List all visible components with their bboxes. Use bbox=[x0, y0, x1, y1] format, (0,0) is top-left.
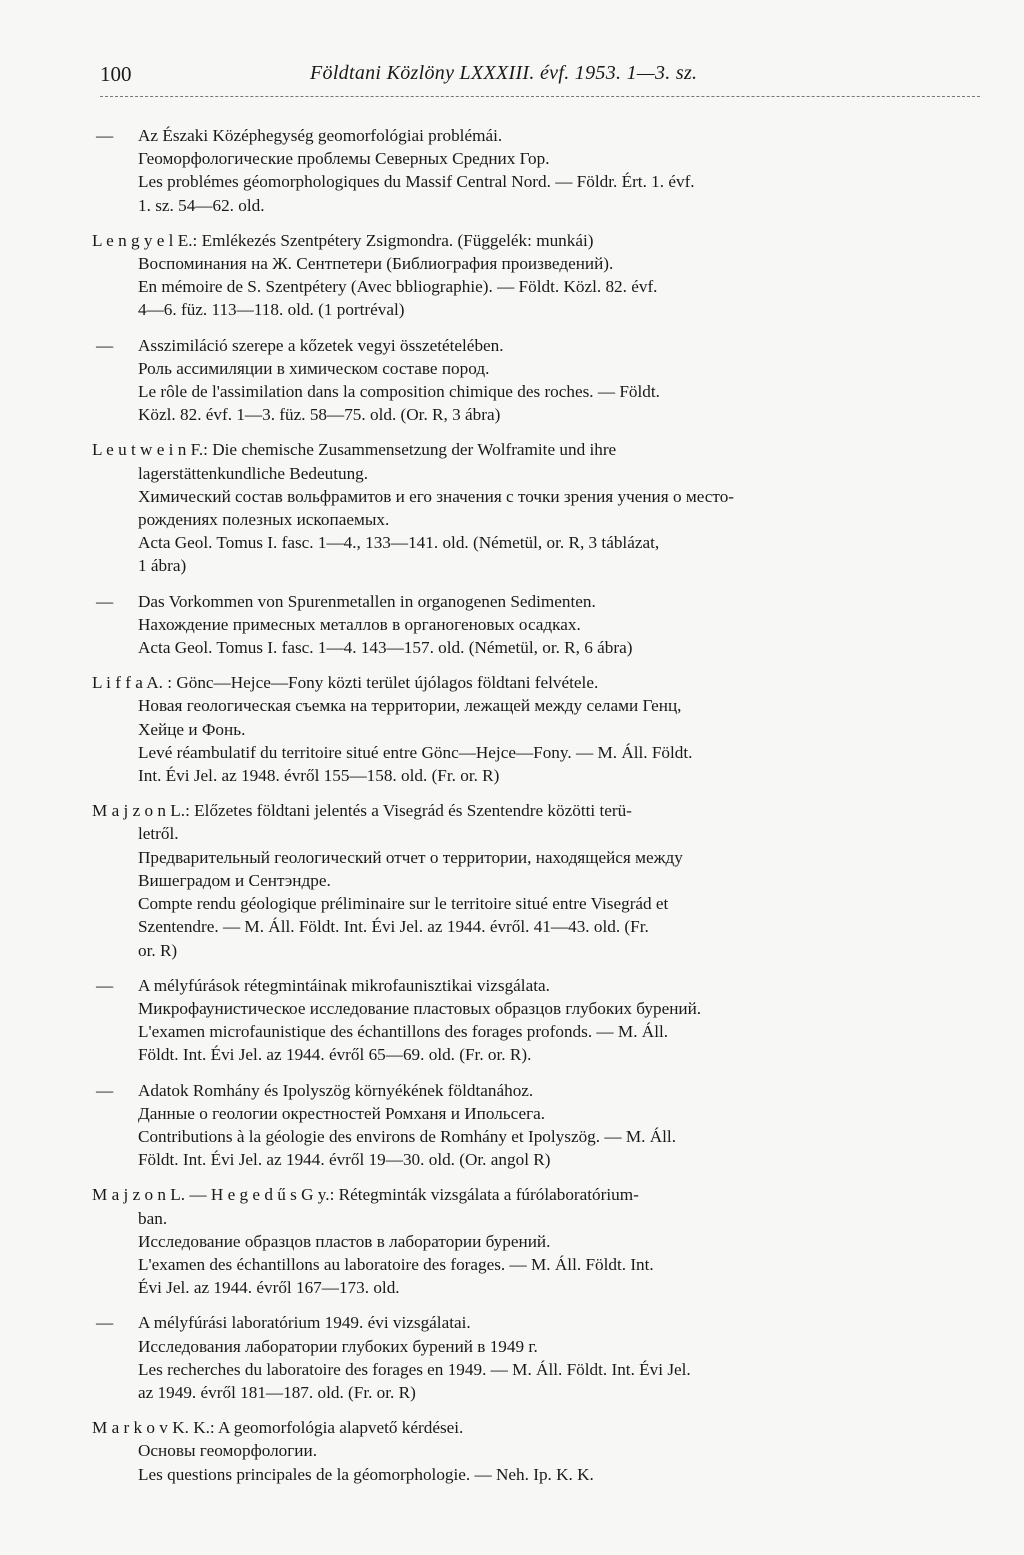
entry-text: Данные о геологии окрестностей Ромханя и Ипольсега. bbox=[138, 1103, 546, 1123]
entry-text: letről. bbox=[138, 824, 179, 844]
entry-text: Compte rendu géologique préliminaire sur le territoire situé entre Visegrád et bbox=[138, 894, 669, 914]
entry-author-line bbox=[92, 799, 980, 822]
entry-line bbox=[92, 636, 980, 659]
ditto-dash: — bbox=[96, 975, 114, 995]
entry-line bbox=[92, 764, 980, 787]
bibliography-entry bbox=[92, 1079, 980, 1172]
entry-text: Asszimiláció szerepe a kőzetek vegyi összetételében. bbox=[138, 335, 504, 355]
entry-text: Szentendre. — M. Áll. Földt. Int. Évi Jel. az 1944. évről. 41—43. old. (Fr. bbox=[138, 917, 649, 937]
entry-text: Les problémes géomorphologiques du Massif Central Nord. — Földr. Ért. 1. évf. bbox=[138, 172, 695, 192]
entry-text: Роль ассимиляции в химическом составе пород. bbox=[138, 358, 490, 378]
entry-author-line bbox=[92, 229, 980, 252]
entry-line bbox=[92, 915, 980, 938]
entry-text: ban. bbox=[138, 1208, 168, 1228]
entry-line bbox=[92, 1439, 980, 1462]
entry-line bbox=[92, 1102, 980, 1125]
entry-line bbox=[92, 1020, 980, 1043]
entry-line bbox=[92, 531, 980, 554]
entry-text: Химический состав вольфрамитов и его значения с точки зрения учения о место- bbox=[138, 486, 735, 506]
entry-line bbox=[92, 892, 980, 915]
entry-line bbox=[92, 194, 980, 217]
page-number: 100 bbox=[100, 62, 132, 86]
entry-text: 4—6. füz. 113—118. old. (1 portréval) bbox=[138, 300, 405, 320]
entry-line bbox=[92, 1276, 980, 1299]
entry-line bbox=[92, 1253, 980, 1276]
bibliography-entry bbox=[92, 671, 980, 787]
entry-line bbox=[92, 1335, 980, 1358]
running-head: Földtani Közlöny LXXXIII. évf. 1953. 1—3. sz. bbox=[310, 62, 698, 84]
entry-text: Воспоминания на Ж. Сентпетери (Библиография произведений). bbox=[138, 254, 614, 274]
entry-text: A mélyfúrási laboratórium 1949. évi vizsgálatai. bbox=[138, 1313, 471, 1333]
entry-author-line bbox=[92, 671, 980, 694]
entry-line bbox=[92, 1043, 980, 1066]
entry-text: Acta Geol. Tomus I. fasc. 1—4., 133—141. old. (Németül, or. R, 3 táblázat, bbox=[138, 533, 660, 553]
entry-text: Le rôle de l'assimilation dans la composition chimique des roches. — Földt. bbox=[138, 382, 660, 402]
entry-text: Adatok Romhány és Ipolyszög környékének földtanához. bbox=[138, 1080, 534, 1100]
entry-line bbox=[92, 275, 980, 298]
entry-line bbox=[92, 741, 980, 764]
entry-line bbox=[92, 298, 980, 321]
ditto-dash: — bbox=[96, 335, 114, 355]
entry-text: Вишеградом и Сентэндре. bbox=[138, 870, 331, 890]
entry-text: Основы геоморфологии. bbox=[138, 1441, 317, 1461]
entry-line bbox=[92, 1079, 980, 1102]
entry-title: F.: Die chemische Zusammensetzung der Wolframite und ihre bbox=[186, 440, 617, 460]
entry-text: Int. Évi Jel. az 1948. évről 155—158. old. (Fr. or. R) bbox=[138, 766, 500, 786]
entry-text: Földt. Int. Évi Jel. az 1944. évről 19—30. old. (Or. angol R) bbox=[138, 1150, 551, 1170]
entry-author-line bbox=[92, 1416, 980, 1439]
entry-line bbox=[92, 252, 980, 275]
entry-line bbox=[92, 554, 980, 577]
entry-text: Геоморфологические проблемы Северных Средних Гор. bbox=[138, 149, 550, 169]
bibliography-entry bbox=[92, 124, 980, 217]
entry-line bbox=[92, 1148, 980, 1171]
entry-text: En mémoire de S. Szentpétery (Avec bbliographie). — Földt. Közl. 82. évf. bbox=[138, 277, 658, 297]
entry-line bbox=[92, 1230, 980, 1253]
entry-line bbox=[92, 694, 980, 717]
bibliography-entry bbox=[92, 590, 980, 660]
entry-text: Évi Jel. az 1944. évről 167—173. old. bbox=[138, 1278, 400, 1298]
entry-line bbox=[92, 380, 980, 403]
entry-text: Az Északi Középhegység geomorfológiai problémái. bbox=[138, 126, 503, 145]
entry-line bbox=[92, 718, 980, 741]
entry-text: 1. sz. 54—62. old. bbox=[138, 195, 265, 215]
entry-title: K. K.: A geomorfológia alapvető kérdései. bbox=[167, 1418, 464, 1438]
bibliography-entry bbox=[92, 1311, 980, 1404]
entry-text: Contributions à la géologie des environs de Romhány et Ipolyszög. — M. Áll. bbox=[138, 1126, 676, 1146]
author-name: M a j z o n bbox=[92, 801, 166, 821]
author-name: L e n g y e l bbox=[92, 230, 174, 250]
entry-text: lagerstättenkundliche Bedeutung. bbox=[138, 463, 369, 483]
entry-line bbox=[92, 1311, 980, 1334]
entry-text: Микрофаунистическое исследование пластовых образцов глубоких бурений. bbox=[138, 998, 702, 1018]
entry-line bbox=[92, 334, 980, 357]
entry-line bbox=[92, 1381, 980, 1404]
author-name: M a r k o v bbox=[92, 1418, 168, 1438]
entry-line bbox=[92, 357, 980, 380]
entry-title: E.: Emlékezés Szentpétery Zsigmondra. (Függelék: munkái) bbox=[173, 230, 594, 250]
bibliography-entry bbox=[92, 1416, 980, 1486]
bibliography-entry bbox=[92, 229, 980, 322]
entry-text: Acta Geol. Tomus I. fasc. 1—4. 143—157. old. (Németül, or. R, 6 ábra) bbox=[138, 638, 633, 658]
header-rule bbox=[100, 96, 980, 97]
entry-text: L'examen des échantillons au laboratoire des forages. — M. Áll. Földt. Int. bbox=[138, 1254, 654, 1274]
entry-line bbox=[92, 997, 980, 1020]
entry-text: L'examen microfaunistique des échantillons des forages profonds. — M. Áll. bbox=[138, 1022, 669, 1042]
entry-author-line bbox=[92, 1183, 980, 1206]
entry-text: A mélyfúrások rétegmintáinak mikrofaunisztikai vizsgálata. bbox=[138, 975, 550, 995]
entry-line bbox=[92, 974, 980, 997]
entry-text: az 1949. évről 181—187. old. (Fr. or. R) bbox=[138, 1382, 416, 1402]
entry-line bbox=[92, 462, 980, 485]
bibliography-entry bbox=[92, 974, 980, 1067]
entry-text: Нахождение примесных металлов в органогеновых осадках. bbox=[138, 614, 581, 634]
entry-line bbox=[92, 147, 980, 170]
entry-text: Les recherches du laboratoire des forages en 1949. — M. Áll. Földt. Int. Évi Jel. bbox=[138, 1359, 691, 1379]
entry-line bbox=[92, 822, 980, 845]
bibliography-entry bbox=[92, 438, 980, 577]
entry-line bbox=[92, 508, 980, 531]
entry-line bbox=[92, 124, 980, 147]
entry-line bbox=[92, 1207, 980, 1230]
entry-text: Предварительный геологический отчет о территории, находящейся между bbox=[138, 847, 683, 867]
entry-line bbox=[92, 1463, 980, 1486]
entry-line bbox=[92, 590, 980, 613]
entry-text: or. R) bbox=[138, 940, 178, 960]
ditto-dash: — bbox=[96, 1080, 114, 1100]
entry-line bbox=[92, 1358, 980, 1381]
entry-text: Les questions principales de la géomorphologie. — Neh. Ip. K. K. bbox=[138, 1464, 594, 1484]
entry-author-line bbox=[92, 438, 980, 461]
ditto-dash: — bbox=[96, 1313, 114, 1333]
entry-text: Közl. 82. évf. 1—3. füz. 58—75. old. (Or. R, 3 ábra) bbox=[138, 405, 501, 425]
entry-line bbox=[92, 403, 980, 426]
entry-text: Исследование образцов пластов в лаборатории бурений. bbox=[138, 1231, 551, 1251]
entry-line bbox=[92, 869, 980, 892]
ditto-dash: — bbox=[96, 591, 114, 611]
bibliography-entry bbox=[92, 1183, 980, 1299]
entry-line bbox=[92, 1125, 980, 1148]
entry-text: Das Vorkommen von Spurenmetallen in organogenen Sedimenten. bbox=[138, 591, 596, 611]
bibliography-list bbox=[92, 124, 980, 1498]
entry-text: Levé réambulatif du territoire situé entre Gönc—Hejce—Fony. — M. Áll. Földt. bbox=[138, 742, 693, 762]
bibliography-entry bbox=[92, 799, 980, 961]
entry-title: A. : Gönc—Hejce—Fony közti terület újólagos földtani felvétele. bbox=[142, 673, 599, 693]
entry-line bbox=[92, 939, 980, 962]
ditto-dash: — bbox=[96, 126, 114, 145]
author-name: L i f f a bbox=[92, 673, 143, 693]
entry-title: L. — H e g e d ű s G y.: Rétegminták vizsgálata a fúrólaboratórium- bbox=[166, 1185, 639, 1205]
entry-text: Новая геологическая съемка на территории, лежащей между селами Генц, bbox=[138, 696, 682, 716]
entry-text: Исследования лаборатории глубоких бурений в 1949 г. bbox=[138, 1336, 538, 1356]
entry-text: Földt. Int. Évi Jel. az 1944. évről 65—69. old. (Fr. or. R). bbox=[138, 1045, 532, 1065]
entry-line bbox=[92, 613, 980, 636]
page-header bbox=[100, 62, 980, 92]
author-name: M a j z o n bbox=[92, 1185, 166, 1205]
entry-text: 1 ábra) bbox=[138, 556, 187, 576]
entry-text: Хейце и Фонь. bbox=[138, 719, 246, 739]
entry-line bbox=[92, 846, 980, 869]
bibliography-entry bbox=[92, 334, 980, 427]
entry-title: L.: Előzetes földtani jelentés a Visegrád és Szentendre közötti terü- bbox=[166, 801, 632, 821]
entry-line bbox=[92, 485, 980, 508]
author-name: L e u t w e i n bbox=[92, 440, 187, 460]
entry-line bbox=[92, 170, 980, 193]
entry-text: рождениях полезных ископаемых. bbox=[138, 510, 390, 530]
